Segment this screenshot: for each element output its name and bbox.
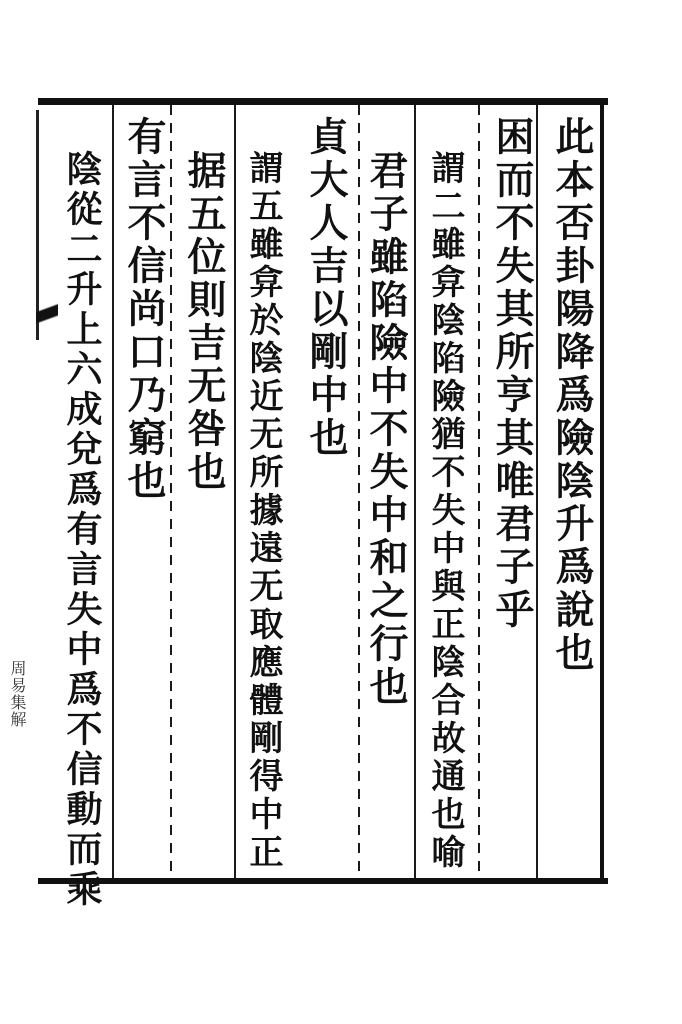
right-border <box>600 98 604 884</box>
text-column-3: 謂二雖弇陰陷險猶不失中與正陰合故通也喻 <box>425 150 465 872</box>
margin-note: 周易集解 <box>8 660 27 728</box>
column-divider <box>170 105 172 878</box>
text-column-5: 貞大人吉以剛中也 <box>303 116 349 460</box>
text-column-9: 陰從二升上六成兌爲有言失中爲不信動而乘 <box>61 150 103 910</box>
text-column-7: 据五位則吉无咎也 <box>181 150 227 494</box>
column-divider <box>414 105 416 878</box>
bottom-border <box>38 878 608 884</box>
text-column-8: 有言不信尚口乃窮也 <box>121 116 167 503</box>
column-divider <box>234 105 236 878</box>
text-column-2: 困而不失其所亨其唯君子乎 <box>489 116 535 632</box>
column-divider <box>358 105 360 878</box>
text-column-4: 君子雖陷險中不失中和之行也 <box>363 150 409 709</box>
text-column-6: 謂五雖弇於陰近无所據遠无取應體剛得中正 <box>243 150 283 872</box>
column-divider <box>536 105 538 878</box>
column-divider <box>112 105 114 878</box>
fish-tail-mark <box>36 296 58 326</box>
column-divider <box>478 105 480 878</box>
text-column-1: 此本否卦陽降爲險陰升爲說也 <box>549 116 595 675</box>
top-border <box>38 98 608 105</box>
